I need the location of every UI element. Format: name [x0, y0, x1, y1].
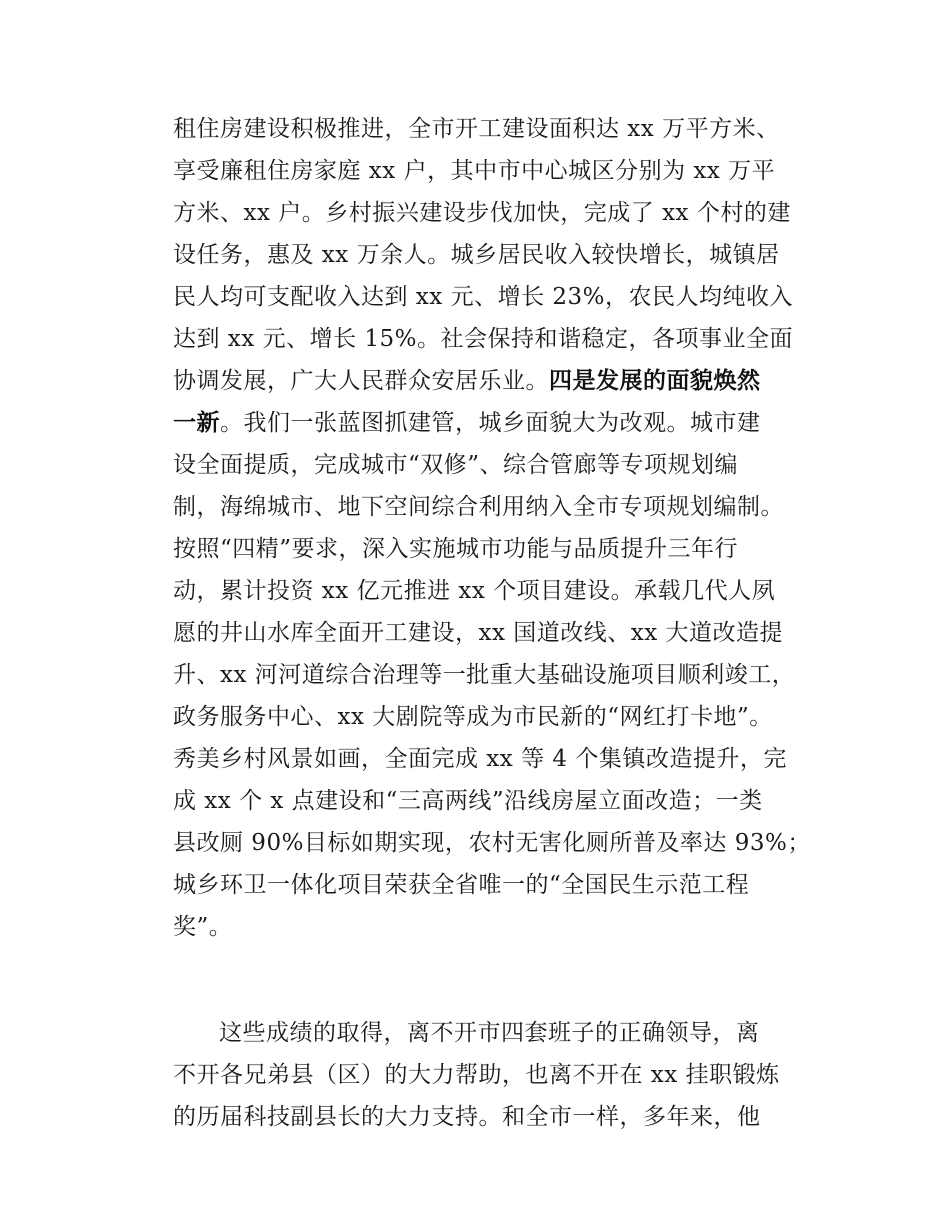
paragraph-line: 设全面提质，完成城市“双修”、综合管廊等专项规划编 [173, 452, 739, 478]
paragraph-line: 的历届科技副县长的大力支持。和全市一样，多年来，他 [173, 1104, 761, 1130]
paragraph-line: 城乡环卫一体化项目荣获全省唯一的“全国民生示范工程 [173, 872, 750, 898]
paragraph-line: 这些成绩的取得，离不开市四套班子的正确领导，离 [219, 1020, 760, 1046]
paragraph-line [173, 408, 761, 438]
paragraph-text: 协调发展，广大人民群众安居乐业。 [173, 368, 549, 394]
paragraph-line: 县改厕 90%目标如期实现，农村无害化厕所普及率达 93%； [173, 830, 811, 856]
paragraph-line: 享受廉租住房家庭 xx 户，其中市中心城区分别为 xx 万平 [173, 158, 776, 184]
paragraph-text: 。我们一张蓝图抓建管，城乡面貌大为改观。城市建 [220, 410, 761, 436]
paragraph-line: 成 xx 个 x 点建设和“三高两线”沿线房屋立面改造；一类 [173, 788, 763, 814]
paragraph-line: 升、xx 河河道综合治理等一批重大基础设施项目顺利竣工， [173, 662, 796, 688]
paragraph-line [173, 366, 761, 396]
paragraph-line: 政务服务中心、xx 大剧院等成为市民新的“网红打卡地”。 [173, 704, 773, 730]
section-heading: 四是发展的面貌焕然 [549, 368, 761, 394]
paragraph-line: 奖”。 [173, 914, 233, 940]
paragraph-line: 按照“四精”要求，深入实施城市功能与品质提升三年行 [173, 536, 739, 562]
paragraph-line: 租住房建设积极推进，全市开工建设面积达 xx 万平方米、 [173, 116, 780, 142]
paragraph-line: 设任务，惠及 xx 万余人。城乡居民收入较快增长，城镇居 [173, 242, 780, 268]
paragraph-line: 制，海绵城市、地下空间综合利用纳入全市专项规划编制。 [173, 494, 784, 520]
paragraph-line: 秀美乡村风景如画，全面完成 xx 等 4 个集镇改造提升，完 [173, 746, 787, 772]
section-heading: 一新 [173, 410, 220, 436]
paragraph-line: 方米、xx 户。乡村振兴建设步伐加快，完成了 xx 个村的建 [173, 200, 791, 226]
paragraph-line: 民人均可支配收入达到 xx 元、增长 23%，农民人均纯收入 [173, 284, 793, 310]
paragraph-line: 愿的井山水库全面开工建设，xx 国道改线、xx 大道改造提 [173, 620, 784, 646]
paragraph-line: 动，累计投资 xx 亿元推进 xx 个项目建设。承载几代人夙 [173, 578, 776, 604]
paragraph-line: 不开各兄弟县（区）的大力帮助，也离不开在 xx 挂职锻炼 [173, 1062, 780, 1088]
paragraph-line: 达到 xx 元、增长 15%。社会保持和谐稳定，各项事业全面 [173, 326, 793, 352]
